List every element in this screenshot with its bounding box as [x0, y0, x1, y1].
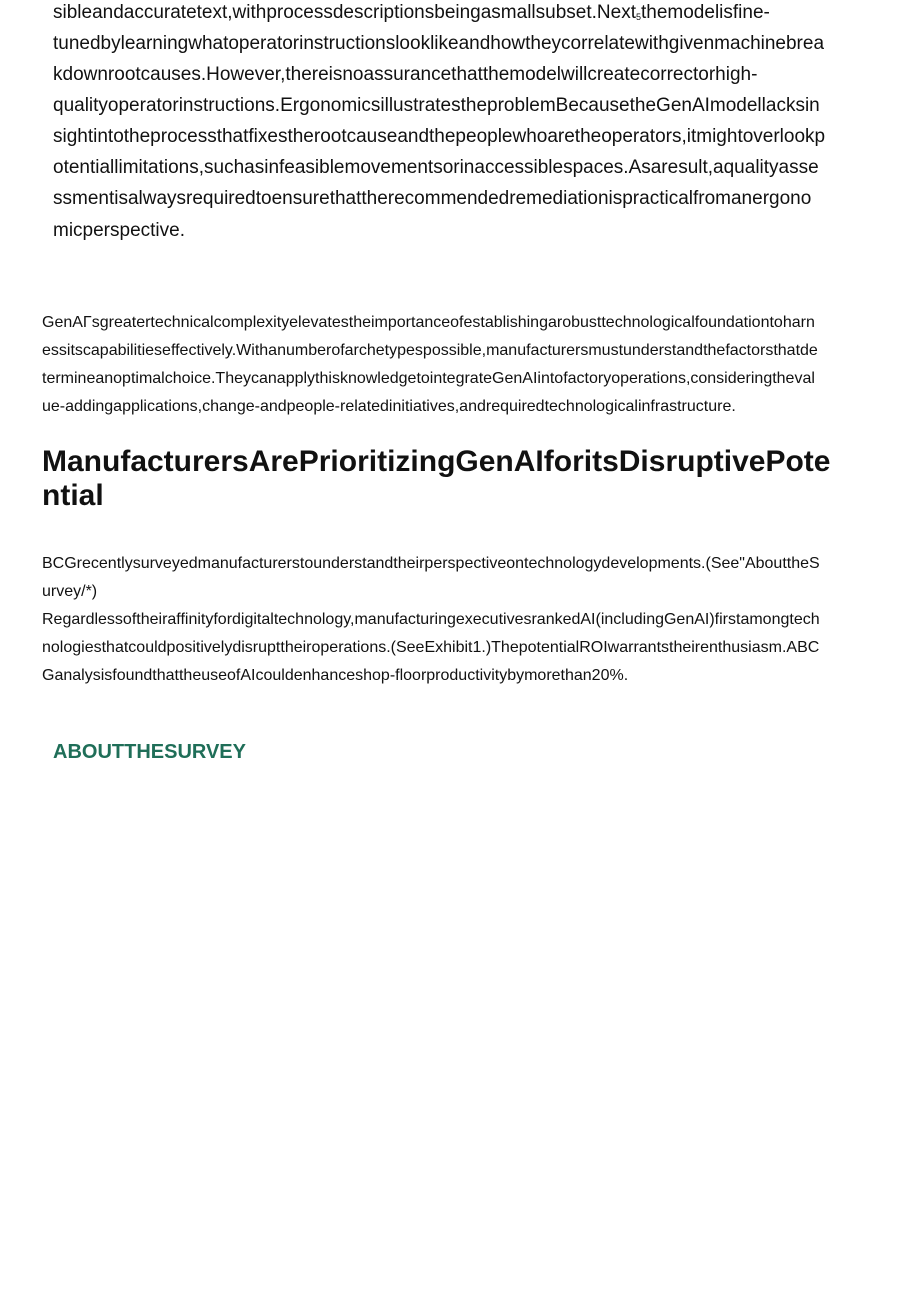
- heading-line: ManufacturersArePrioritizingGenAIforitsDisruptivePote: [42, 445, 831, 478]
- paragraph-line: termineanoptimalchoice.TheycanapplythisknowledgetointegrateGenAIintofactoryoperations,consideringtheval: [42, 370, 815, 387]
- heading-line: ntial: [42, 479, 104, 512]
- callout-line: otentiallimitations,suchasinfeasiblemovementsorinaccessiblespaces.Asaresult,aqualityasse: [53, 157, 819, 178]
- paragraph-line: GanalysisfoundthattheuseofAIcouldenhanceshop-floorproductivitybymorethan20%.: [42, 667, 629, 684]
- callout-line: qualityoperatorinstructions.ErgonomicsillustratestheproblemBecausetheGenAImodellacksin: [53, 95, 820, 116]
- paragraph-line: GenAΓsgreatertechnicalcomplexityelevatestheimportanceofestablishingarobusttechnologicalfoundationtoharn: [42, 314, 815, 331]
- about-the-survey-title: ABOUTTHESURVEY: [53, 741, 246, 763]
- footnote-subscript: 5: [635, 12, 641, 22]
- paragraph-line: essitscapabilitieseffectively.Withanumberofarchetypespossible,manufacturersmustunderstandthefactorsthatde: [42, 342, 818, 359]
- paragraph-line: ue-addingapplications,change-andpeople-relatedinitiatives,andrequiredtechnologicalinfrastructure.: [42, 398, 736, 415]
- paragraph-line: BCGrecentlysurveyedmanufacturerstounderstandtheirperspectiveontechnologydevelopments.(See"AbouttheS: [42, 555, 820, 572]
- paragraph-line: Regardlessoftheiraffinityfordigitaltechnology,manufacturingexecutivesrankedAI(includingGenAI)firstamongtech: [42, 611, 820, 628]
- callout-line: sibleandaccuratetext,withprocessdescriptionsbeingasmallsubset.Next$_5$themodelisfine-: [53, 2, 770, 23]
- paragraph-line: nologiesthatcouldpositivelydisrupttheiroperations.(SeeExhibit1.)ThepotentialROIwarrantstheirenthusiasm.ABC: [42, 639, 820, 656]
- callout-line: ssmentisalwaysrequiredtoensurethattherecommendedremediationispracticalfromanergono: [53, 188, 812, 209]
- callout-line: sightintotheprocessthatfixestherootcauseandthepeoplewhoaretheoperators,itmightoverlookp: [53, 126, 826, 147]
- callout-line: micperspective.: [53, 220, 185, 241]
- callout-line: kdownrootcauses.However,thereisnoassurancethatthemodelwillcreatecorrectorhigh-: [53, 64, 758, 85]
- callout-line: tunedbylearningwhatoperatorinstructionslooklikeandhowtheycorrelatewithgivenmachinebrea: [53, 33, 825, 54]
- paragraph-line: urvey/*): [42, 583, 98, 600]
